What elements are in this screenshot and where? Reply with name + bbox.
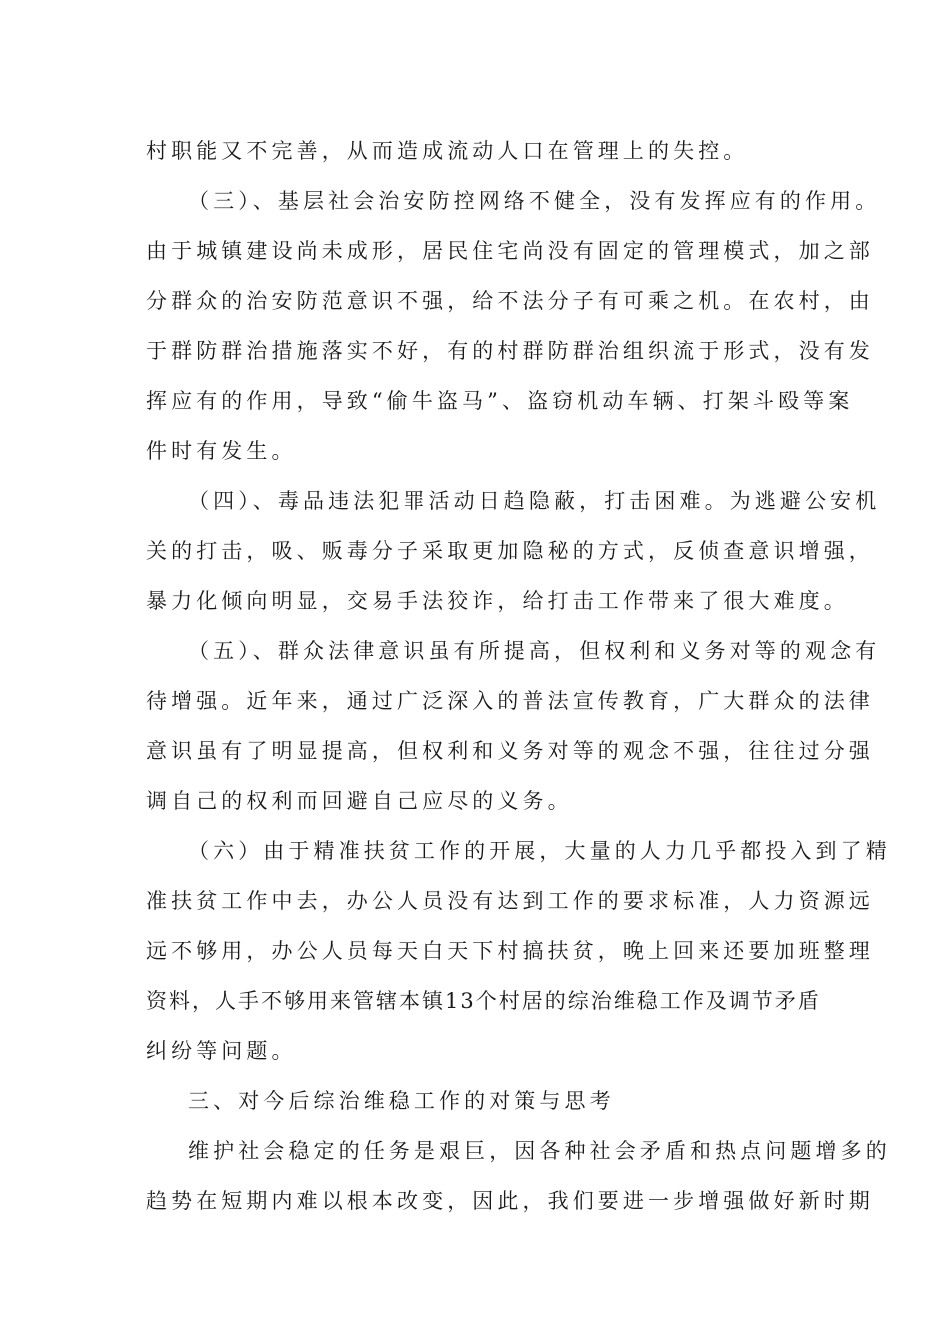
text-line: 村职能又不完善，从而造成流动人口在管理上的失控。 — [146, 139, 749, 163]
text-line: 分群众的治安防范意识不强，给不法分子有可乘之机。在农村，由 — [146, 289, 874, 313]
text-line: 维护社会稳定的任务是艰巨，因各种社会矛盾和热点问题增多的 — [188, 1139, 891, 1163]
text-line: 于群防群治措施落实不好，有的村群防群治组织流于形式，没有发 — [146, 339, 874, 363]
text-line: 资料，人手不够用来管辖本镇13个村居的综治维稳工作及调节矛盾 — [146, 989, 821, 1013]
text-line: （四）、毒品违法犯罪活动日趋隐蔽，打击困难。为逃避公安机 — [188, 489, 881, 513]
text-line: 由于城镇建设尚未成形，居民住宅尚没有固定的管理模式，加之部 — [146, 239, 874, 263]
section-heading: 三、对今后综治维稳工作的对策与思考 — [188, 1089, 615, 1113]
text-line: （六）由于精准扶贫工作的开展，大量的人力几乎都投入到了精 — [188, 839, 891, 863]
text-line: 待增强。近年来，通过广泛深入的普法宣传教育，广大群众的法律 — [146, 689, 874, 713]
text-line: （三）、基层社会治安防控网络不健全，没有发挥应有的作用。 — [188, 189, 881, 213]
text-line: 意识虽有了明显提高，但权利和义务对等的观念不强，往往过分强 — [146, 739, 874, 763]
text-line: （五）、群众法律意识虽有所提高，但权利和义务对等的观念有 — [188, 639, 881, 663]
text-line: 纠纷等问题。 — [146, 1039, 297, 1063]
text-line: 暴力化倾向明显，交易手法狡诈，给打击工作带来了很大难度。 — [146, 589, 849, 613]
text-line: 关的打击，吸、贩毒分子采取更加隐秘的方式，反侦查意识增强， — [146, 539, 874, 563]
text-line: 趋势在短期内难以根本改变，因此，我们要进一步增强做好新时期 — [146, 1189, 874, 1213]
text-line: 调自己的权利而回避自己应尽的义务。 — [146, 789, 573, 813]
text-line: 准扶贫工作中去，办公人员没有达到工作的要求标准，人力资源远 — [146, 889, 874, 913]
text-line: 件时有发生。 — [146, 439, 297, 463]
text-line: 远不够用，办公人员每天白天下村搞扶贫，晚上回来还要加班整理 — [146, 939, 874, 963]
text-line: 挥应有的作用，导致“偷牛盗马”、盗窃机动车辆、打架斗殴等案 — [146, 389, 854, 413]
